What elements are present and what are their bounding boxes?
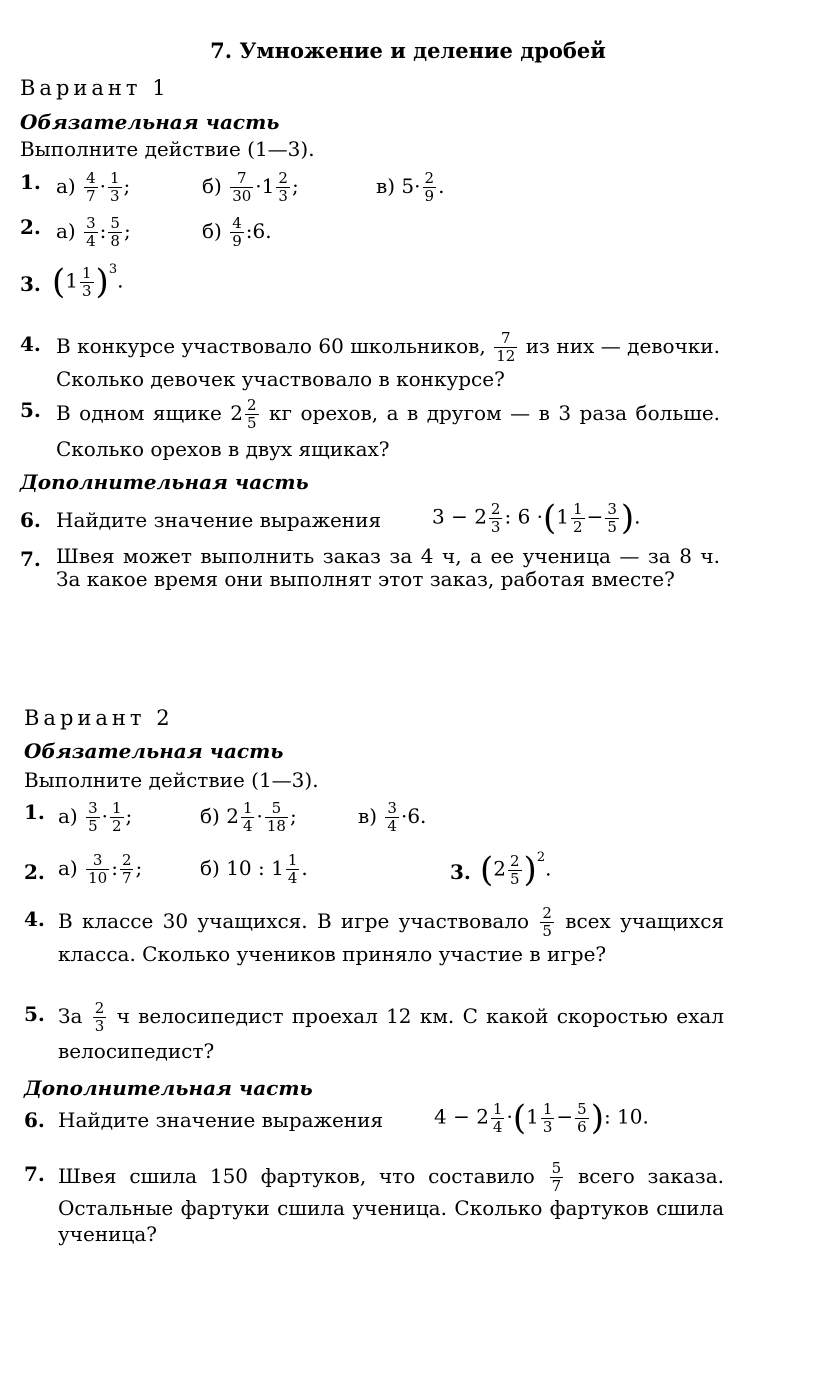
v1-extra-heading: Дополнительная часть <box>20 470 309 494</box>
worksheet-page: 7. Умножение и деление дробей Вариант 1 Обязательная часть Выполните действие (1—3). 1. а) $\frac{4}{7}$ · $\frac{1}{3}$ ; б) $\frac{7}{30}$ ·1 $\frac{2}{3}$ ; в) 5· $\frac{2}{9}$ . 2. а) $\frac{3}{4}$ : $\frac{5}{8}$ ; б) $\frac{4}{9}$ :6. 3. (1 $\frac{1}{3}$ )$^3$. 4. В конкурсе участвовало 60 школьников, $\frac{7}{12}$ из них — девочки. Сколько девочек участвовало в конкурсе? 5. В одном ящике 2 $\frac{2}{5}$ кг орехов, а в другом — в 3 раза больше. Сколько орехов в двух ящиках? Дополнительная часть 6. Найдите значение выражения 3 − 2 $\frac{2}{3}$ : 6 ·(1 $\frac{1}{2}$ − $\frac{3}{5}$ ). 7. Швея может выполнить заказ за 4 ч, а ее ученица — за 8 ч. За какое время они выполнят этот заказ, работая вместе? Вариант 2 Обязательная часть Выполните действие (1—3). 1. а) $\frac{3}{5}$ · $\frac{1}{2}$ ; б) 2 $\frac{1}{4}$ · $\frac{5}{18}$ ; в) $\frac{3}{4}$ ·6. 2. а) $\frac{3}{10}$ : $\frac{2}{7}$ ; б) 10 : 1 $\frac{1}{4}$ . 3. (2 $\frac{2}{5}$ )$^2$. 4. В классе 30 учащихся. В игре участвовало $\frac{2}{5}$ всех учащихся класса. Сколько учеников приняло участие в игре? 5. За $\frac{2}{3}$ ч велосипедист проехал 12 км. С какой скоростью ехал велосипедист? Дополнительная часть 6. Найдите значение выражения 4 − 2 $\frac{1}{4}$ ·(1 $\frac{1}{3}$ − $\frac{5}{6}$ ): 10. 7. Швея сшила 150 фартуков, что составило $\frac{5}{7}$ всего заказа. Остальные фартуки сшила ученица. Сколько фартуков сшила ученица? <box>0 0 816 1394</box>
v1-problem-7: 7. Швея может выполнить заказ за 4 ч, а ее ученица — за 8 ч. За какое время они выполнят этот заказ, работая вместе? <box>20 544 720 591</box>
v1-problem-5: 5. В одном ящике 2 $\frac{2}{5}$ кг орехов, а в другом — в 3 раза больше. Сколько орехов в двух ящиках? <box>20 396 721 461</box>
v1-instruction: Выполните действие (1—3). <box>20 137 315 161</box>
v2-problem-4: 4. В классе 30 учащихся. В игре участвовало $\frac{2}{5}$ всех учащихся класса. Сколько учеников приняло участие в игре? <box>24 904 725 966</box>
v2-problem-7: 7. Швея сшила 150 фартуков, что составило $\frac{5}{7}$ всего заказа. Остальные фартуки сшила ученица. Сколько фартуков сшила ученица? <box>24 1159 724 1246</box>
v1-problem-4: 4. В конкурсе участвовало 60 школьников, $\frac{7}{12}$ из них — девочки. Сколько девочек участвовало в конкурсе? <box>20 329 720 391</box>
v2-instruction: Выполните действие (1—3). <box>24 768 319 792</box>
v1-mandatory-heading: Обязательная часть <box>20 110 280 134</box>
v2-problem-5: 5. За $\frac{2}{3}$ ч велосипедист проехал 12 км. С какой скоростью ехал велосипедист? <box>24 999 724 1063</box>
page-title: 7. Умножение и деление дробей <box>210 38 606 63</box>
variant-1-heading: Вариант 1 <box>20 76 170 100</box>
v2-mandatory-heading: Обязательная часть <box>24 739 284 763</box>
v2-extra-heading: Дополнительная часть <box>24 1076 313 1100</box>
variant-2-heading: Вариант 2 <box>24 706 174 730</box>
